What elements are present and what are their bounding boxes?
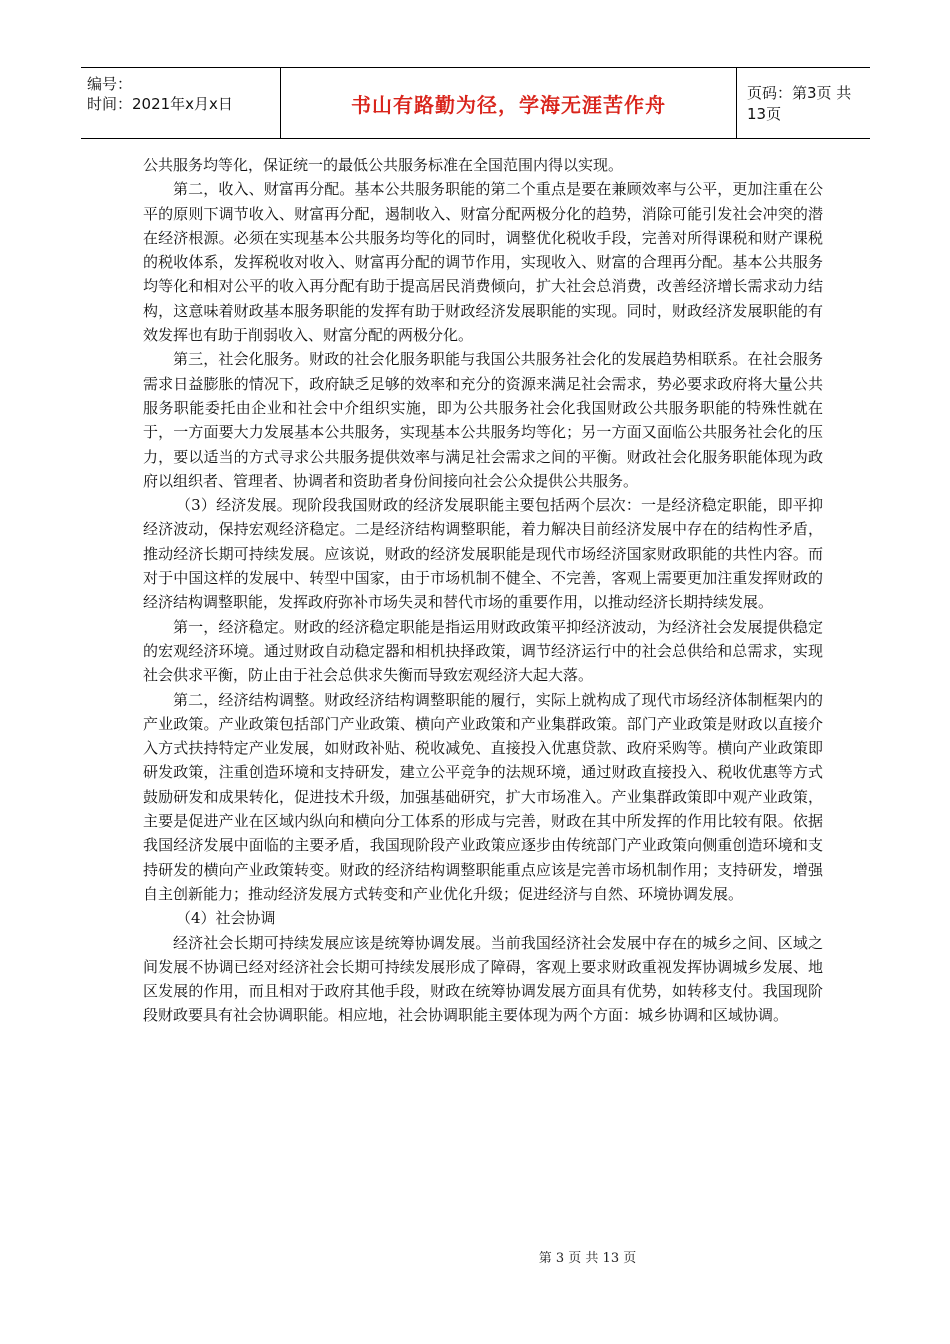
paragraph: 公共服务均等化，保证统一的最低公共服务标准在全国范围内得以实现。 bbox=[143, 156, 624, 174]
section-heading-economic-development: （3）经济发展。现阶段我国财政的经济发展职能主要包括两个层次：一是经济稳定职能，即平抑经济波动，保持宏观经济稳定。二是经济结构调整职能，着力解决目前经济发展中存在的结构性矛盾，推动经济长期可持续发展。应该说，财政的经济发展职能是现代市场经济国家财政职能的共性内容。而对于中国这样的发展中、转型中国家，由于市场机制不健全、不完善，客观上需要更加注重发挥财政的经济结构调整职能，发挥政府弥补市场失灵和替代市场的重要作用，以推动经济长期持续发展。 bbox=[143, 496, 823, 612]
document-number-label: 编号： bbox=[87, 75, 133, 93]
page-header bbox=[81, 67, 870, 139]
header-motto: 书山有路勤为径，学海无涯苦作舟 bbox=[351, 92, 666, 117]
header-page-cell bbox=[737, 68, 870, 138]
page-footer bbox=[0, 1247, 950, 1266]
paragraph: 第二，经济结构调整。财政经济结构调整职能的履行，实际上就构成了现代市场经济体制框架内的产业政策。产业政策包括部门产业政策、横向产业政策和产业集群政策。部门产业政策是财政以直接介入方式扶持特定产业发展，如财政补贴、税收减免、直接投入优惠贷款、政府采购等。横向产业政策即研发政策，注重创造环境和支持研发，建立公平竞争的法规环境，通过财政直接投入、税收优惠等方式鼓励研发和成果转化，促进技术升级，加强基础研究，扩大市场准入。产业集群政策即中观产业政策，主要是促进产业在区域内纵向和横向分工体系的形成与完善，财政在其中所发挥的作用比较有限。依据我国经济发展中面临的主要矛盾，我国现阶段产业政策应逐步由传统部门产业政策向侧重创造环境和支持研发的横向产业政策转变。财政的经济结构调整职能重点应该是完善市场机制作用；支持研发，增强自主创新能力；推动经济发展方式转变和产业优化升级；促进经济与自然、环境协调发展。 bbox=[143, 690, 823, 903]
paragraph: 第二，收入、财富再分配。基本公共服务职能的第二个重点是要在兼顾效率与公平，更加注重在公平的原则下调节收入、财富再分配，遏制收入、财富分配两极分化的趋势，消除可能引发社会冲突的潜在经济根源。必须在实现基本公共服务均等化的同时，调整优化税收手段，完善对所得课税和财产课税的税收体系，发挥税收对收入、财富再分配的调节作用，实现收入、财富的合理再分配。基本公共服务均等化和相对公平的收入再分配有助于提高居民消费倾向，扩大社会总消费，改善经济增长需求动力结构，这意味着财政基本服务职能的发挥有助于财政经济发展职能的实现。同时，财政经济发展职能的有效发挥也有助于削弱收入、财富分配的两极分化。 bbox=[143, 180, 823, 345]
paragraph: 经济社会长期可持续发展应该是统筹协调发展。当前我国经济社会发展中存在的城乡之间、区域之间发展不协调已经对经济社会长期可持续发展形成了障碍，客观上要求财政重视发挥协调城乡发展、地区发展的作用，而且相对于政府其他手段，财政在统筹协调发展方面具有优势，如转移支付。我国现阶段财政要具有社会协调职能。相应地，社会协调职能主要体现为两个方面：城乡协调和区域协调。 bbox=[143, 933, 823, 1025]
document-body bbox=[143, 153, 823, 1028]
header-meta bbox=[81, 68, 281, 138]
section-heading-social-coordination: （4）社会协调 bbox=[176, 909, 276, 928]
footer-page-number: 第 3 页 共 13 页 bbox=[538, 1251, 637, 1266]
document-date-label: 时间：2021年x月x日 bbox=[87, 95, 233, 113]
paragraph: 第三，社会化服务。财政的社会化服务职能与我国公共服务社会化的发展趋势相联系。在社会服务需求日益膨胀的情况下，政府缺乏足够的效率和充分的资源来满足社会需求，势必要求政府将大量公共服务职能委托由企业和社会中介组织实施，即为公共服务社会化我国财政公共服务职能的特殊性就在于，一方面要大力发展基本公共服务，实现基本公共服务均等化；另一方面又面临公共服务社会化的压力，要以适当的方式寻求公共服务提供效率与满足社会需求之间的平衡。财政社会化服务职能体现为政府以组织者、管理者、协调者和资助者身份间接向社会公众提供公共服务。 bbox=[143, 350, 823, 490]
header-motto-cell bbox=[281, 68, 737, 138]
paragraph: 第一，经济稳定。财政的经济稳定职能是指运用财政政策平抑经济波动，为经济社会发展提供稳定的宏观经济环境。通过财政自动稳定器和相机抉择政策，调节经济运行中的社会总供给和总需求，实现社会供求平衡，防止由于社会总供求失衡而导致宏观经济大起大落。 bbox=[143, 617, 823, 685]
header-page-number: 页码：第3页 共13页 bbox=[747, 84, 852, 123]
